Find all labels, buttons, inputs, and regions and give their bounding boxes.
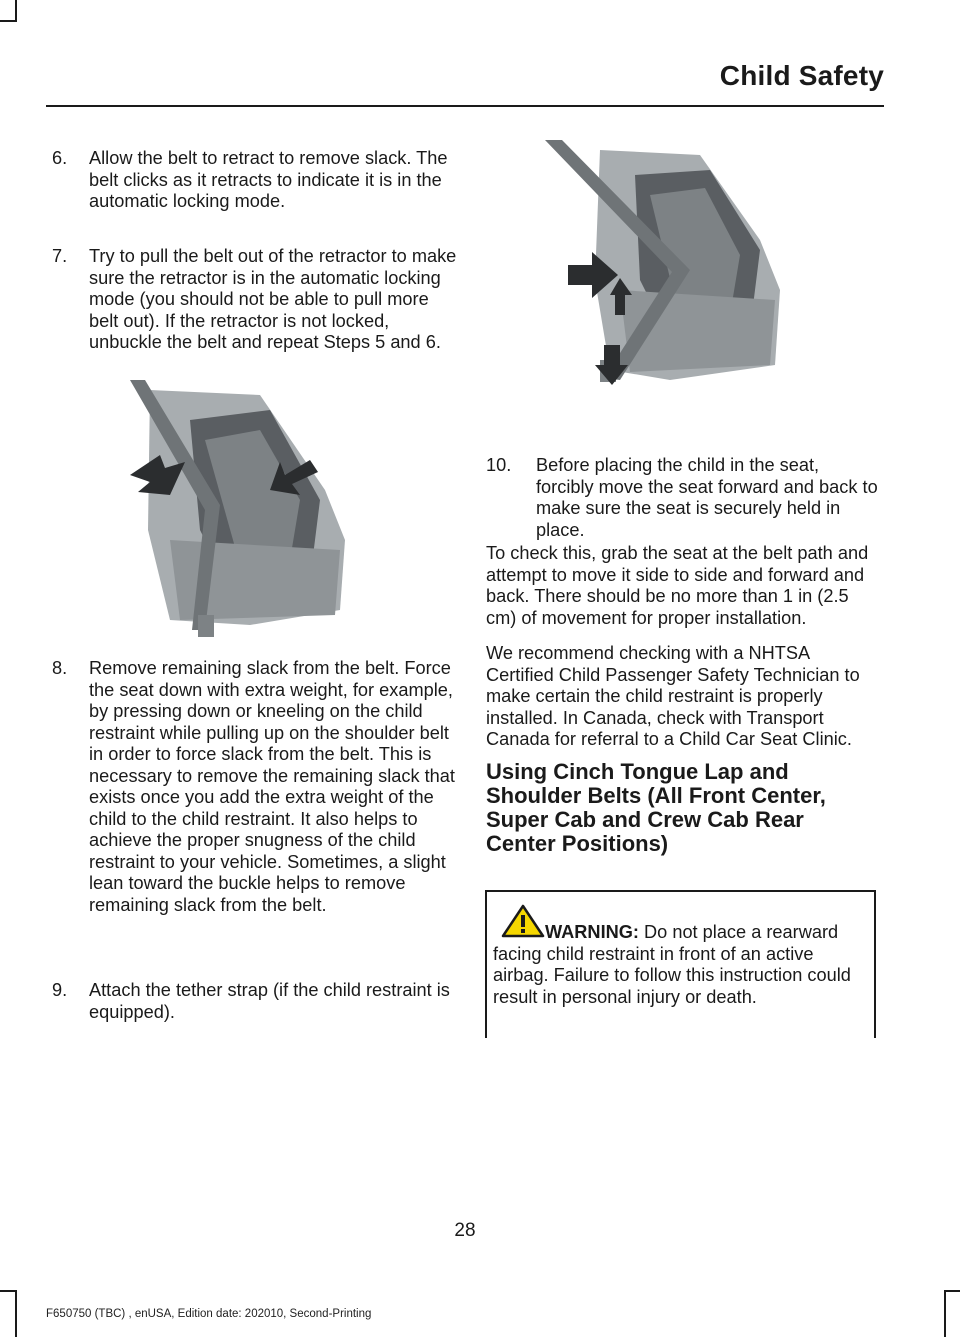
warning-box <box>485 890 876 1038</box>
crop-mark <box>944 1290 946 1337</box>
step-text: Try to pull the belt out of the retractor to make sure the retractor is in the automatic locking mode (you should not be able to pull more belt out). If the retractor is not locked, unbuckle the belt and repeat Steps 5 and 6. <box>89 246 457 352</box>
paragraph: To check this, grab the seat at the belt path and attempt to move it side to side and forward and back. There should be no more than 1 in (2.5 cm) of movement for proper installation. <box>486 543 869 628</box>
step-number: 6. <box>52 148 68 168</box>
crop-mark <box>15 1290 17 1337</box>
header-divider <box>46 105 884 107</box>
paragraph: We recommend checking with a NHTSA Certified Child Passenger Safety Technician to make certain the child restraint is properly installed. In Canada, check with Transport Canada for referral to a Child Car Seat Clinic. <box>486 643 860 749</box>
step-text: Before placing the child in the seat, forcibly move the seat forward and back to make sure the seat is securely held in place. <box>536 455 878 540</box>
step-text: Allow the belt to retract to remove slack. The belt clicks as it retracts to indicate it is in the automatic locking mode. <box>89 148 448 211</box>
warning-label: WARNING: <box>545 922 639 942</box>
child-seat-illustration-left <box>110 380 355 640</box>
page-title: Child Safety <box>719 60 884 91</box>
crop-mark <box>15 0 17 22</box>
step-number: 7. <box>52 246 68 266</box>
crop-mark <box>0 20 17 22</box>
step-text: Attach the tether strap (if the child restraint is equipped). <box>89 980 450 1022</box>
page-number: 28 <box>454 1220 476 1241</box>
crop-mark <box>944 1290 960 1292</box>
step-number: 9. <box>52 980 68 1000</box>
step-text: Remove remaining slack from the belt. Force the seat down with extra weight, for example, by pressing down or kneeling on the child restraint while pulling up on the shoulder belt in order to force slack from the belt. This is necessary to remove the remaining slack that exists once you add the extra weight of the child to the child restraint. It also helps to achieve the proper snugness of the child restraint to your vehicle. Sometimes, a slight lean toward the buckle helps to remove remaining slack from the belt. <box>89 658 455 915</box>
warning-text <box>493 922 873 1008</box>
footer-edition: F650750 (TBC) , enUSA, Edition date: 202010, Second-Printing <box>46 1308 372 1320</box>
section-heading: Using Cinch Tongue Lap and Shoulder Belts (All Front Center, Super Cab and Crew Cab Rear Center Positions) <box>486 759 826 856</box>
step-number: 8. <box>52 658 68 678</box>
warning-body: Do not place a rearward facing child restraint in front of an active airbag. Failure to follow this instruction could result in personal injury or death. <box>493 922 851 1007</box>
crop-mark <box>0 1290 17 1292</box>
child-seat-illustration-right <box>540 140 790 390</box>
step-number: 10. <box>486 455 512 475</box>
